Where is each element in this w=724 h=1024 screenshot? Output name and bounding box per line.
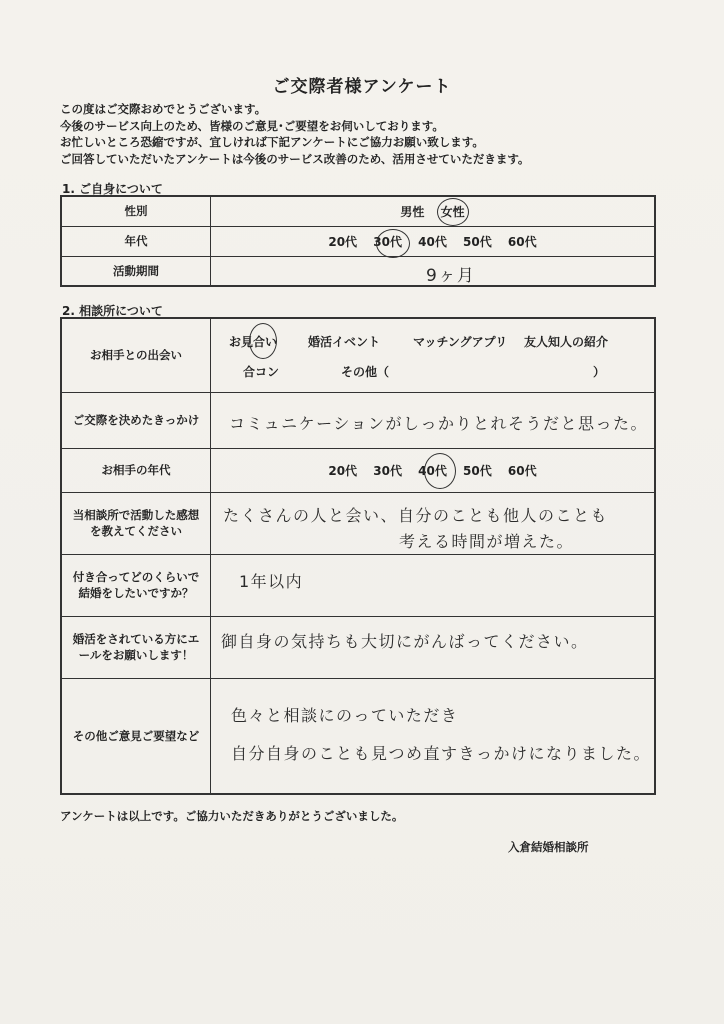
partner-age-option[interactable]: 40代 (418, 463, 447, 478)
partner-age-option[interactable]: 50代 (463, 463, 492, 478)
meet-option[interactable]: 友人知人の紹介 (524, 335, 609, 349)
page-title: ご交際者様アンケート (272, 77, 452, 97)
period-answer: 9ヶ月 (426, 265, 476, 286)
partner-age-option[interactable]: 60代 (507, 463, 537, 478)
marriage-label: 付き合ってどのくらいで結婚をしたいですか？ (61, 554, 211, 616)
impression-answer-cell (211, 492, 656, 554)
age-option[interactable]: 40代 (418, 234, 447, 249)
age-option[interactable]: 60代 (507, 234, 537, 249)
section2-table (60, 317, 656, 795)
partner-age-option[interactable]: 20代 (328, 463, 358, 478)
selection-circle (249, 323, 277, 359)
intro-line: 今後のサービス向上のため、皆様のご意見･ご要望をお伺いしております。 (60, 118, 444, 133)
age-option[interactable]: 50代 (463, 234, 492, 249)
gender-label: 性別 (61, 196, 211, 226)
meet-option[interactable]: マッチングアプリ (413, 335, 508, 349)
cheer-label: 婚活をされている方にエールをお願いします！ (61, 616, 211, 678)
partner-age-options (211, 448, 656, 492)
reason-answer-cell (211, 392, 656, 448)
partner-age-option[interactable]: 30代 (373, 463, 402, 478)
impression-answer-line2: 考える時間が増えた。 (399, 531, 575, 551)
selection-circle (437, 198, 469, 226)
section1-table (60, 195, 656, 287)
footer-text: アンケートは以上です。ご協力いただきありがとうございました。 (60, 809, 404, 823)
section1-heading: 1. ご自身について (62, 182, 163, 196)
intro-line: お忙しいところ恐縮ですが、宜しければ下記アンケートにご協力お願い致します。 (60, 135, 484, 149)
marriage-answer-cell (211, 554, 656, 616)
intro-line: この度はご交際おめでとうございます。 (60, 102, 267, 116)
gender-option-female[interactable]: 女性 (440, 204, 465, 219)
other-answer-line1: 色々と相談にのっていただき (231, 705, 459, 725)
partner-age-label: お相手の年代 (61, 448, 211, 492)
other-label: その他ご意見ご要望など (61, 678, 211, 794)
age-label: 年代 (61, 226, 211, 256)
gender-option-male[interactable]: 男性 (400, 204, 425, 219)
cheer-answer-cell (211, 616, 656, 678)
age-option[interactable]: 30代 (373, 234, 402, 249)
gender-options (211, 196, 656, 226)
marriage-answer: 1年以内 (239, 571, 304, 591)
selection-circle (376, 229, 410, 258)
reason-answer: コミュニケーションがしっかりとれそうだと思った。 (229, 413, 649, 433)
meet-option-close: ） (593, 365, 606, 379)
cheer-answer: 御自身の気持ちも大切にがんばってください。 (221, 631, 589, 651)
impression-label: 当相談所で活動した感想を教えてください (61, 492, 211, 554)
age-options (211, 226, 656, 256)
period-label: 活動期間 (61, 256, 211, 286)
selection-circle (424, 453, 456, 489)
period-answer-cell (211, 256, 656, 286)
meet-option[interactable]: 婚活イベント (308, 335, 381, 349)
other-answer-line2: 自分自身のことも見つめ直すきっかけになりました。 (231, 743, 652, 763)
intro-line: ご回答していただいたアンケートは今後のサービス改善のため、活用させていただきます。 (60, 151, 530, 166)
reason-label: ご交際を決めたきっかけ (61, 392, 211, 448)
organization-name: 入倉結婚相談所 (508, 840, 589, 854)
meet-label: お相手との出会い (61, 318, 211, 392)
impression-answer-line1: たくさんの人と会い、自分のことも他人のことも (223, 505, 609, 525)
meet-options (211, 318, 656, 392)
meet-option[interactable]: お見合い (229, 335, 278, 349)
age-option[interactable]: 20代 (328, 234, 358, 249)
other-answer-cell (211, 678, 656, 794)
section2-heading: 2. 相談所について (62, 304, 163, 318)
meet-option[interactable]: その他（ (341, 365, 390, 379)
intro-text (60, 101, 529, 167)
meet-option[interactable]: 合コン (243, 365, 280, 379)
